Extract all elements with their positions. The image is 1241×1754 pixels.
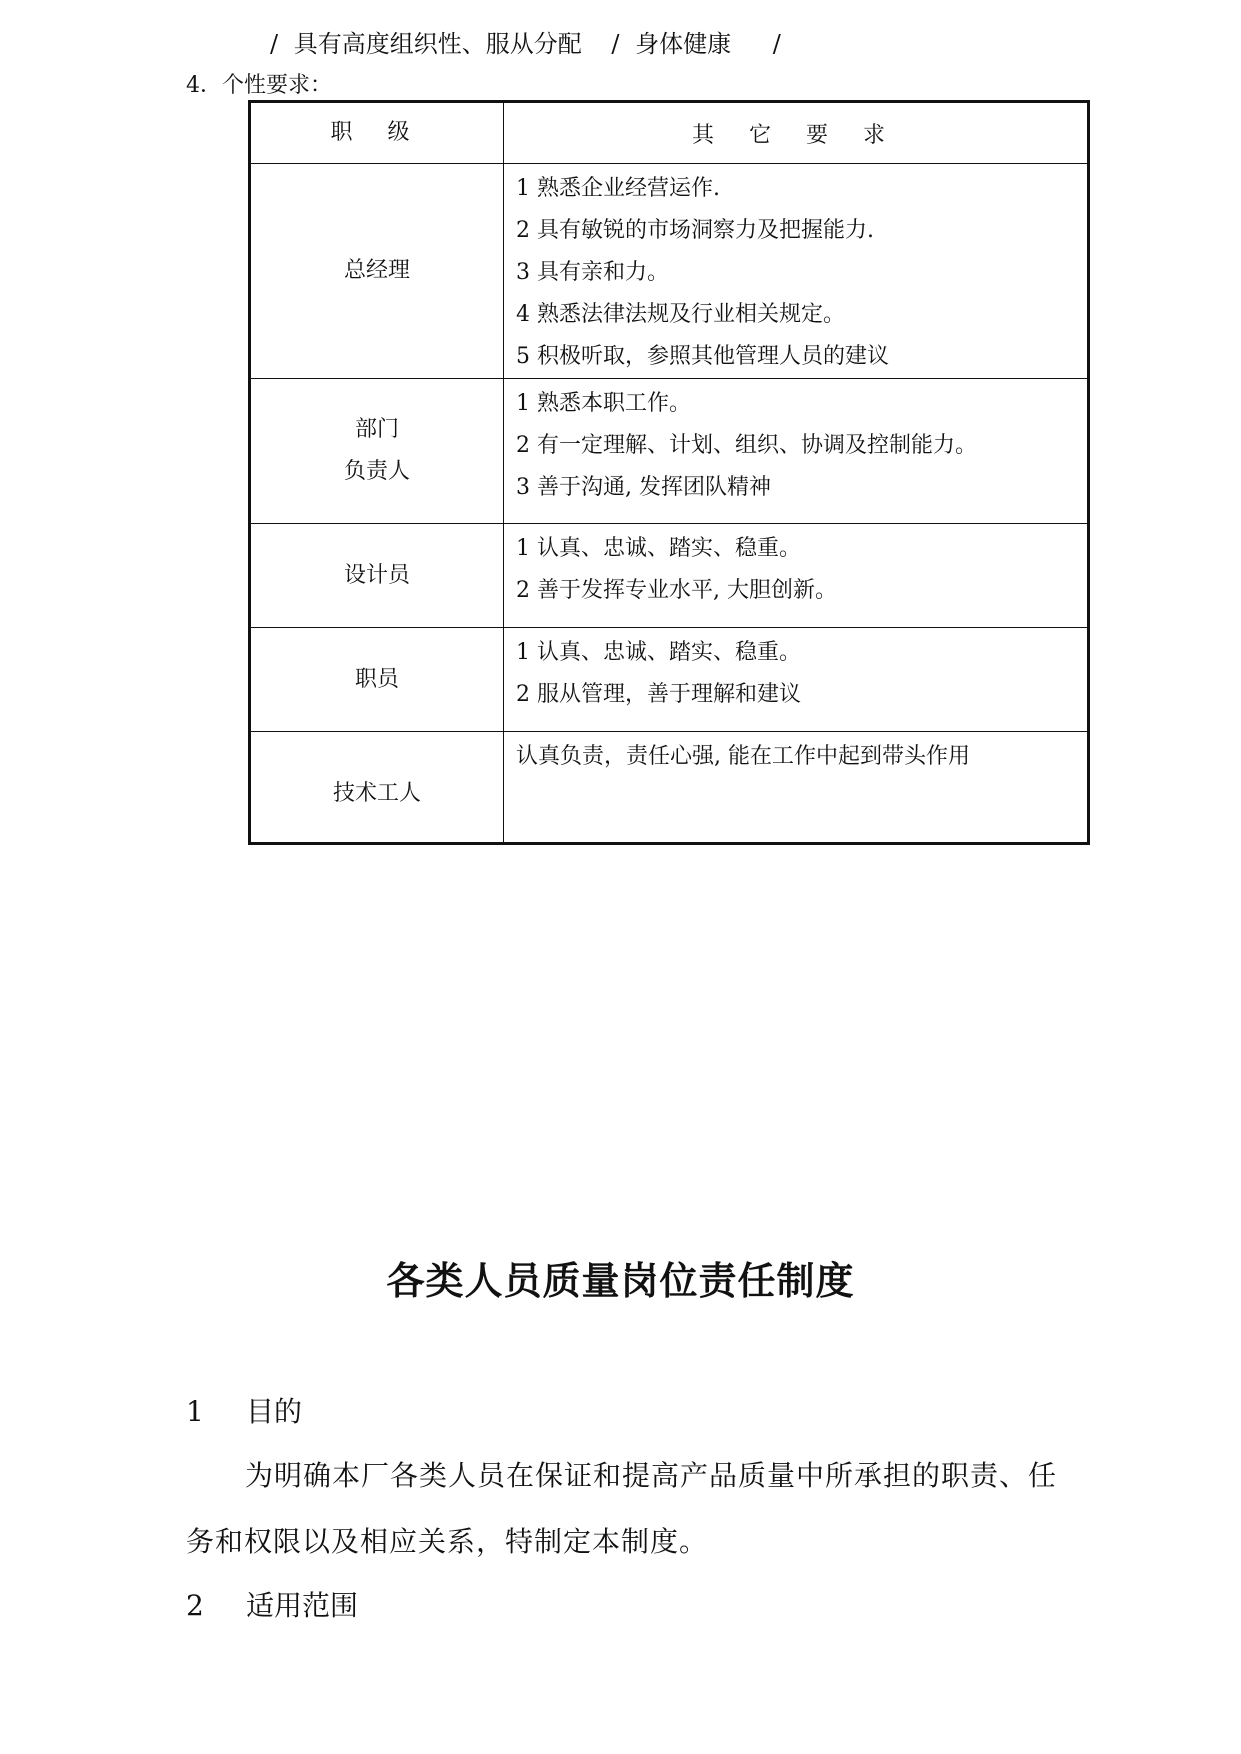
requirement-item: 2 善于发挥专业水平, 大胆创新。 [516,578,837,603]
header-requirements: 其 它 要 求 [504,102,1089,164]
table-header-row [250,102,1089,164]
table-row [250,628,1089,732]
level-cell [250,379,504,524]
requirement-item: 2 有一定理解、计划、组织、协调及控制能力。 [516,433,977,458]
section-heading [186,1390,302,1430]
requirements-cell [504,524,1089,628]
level-cell: 技术工人 [250,732,504,844]
requirement-item: 1 认真、忠诚、踏实、稳重。 [516,640,801,665]
requirement-item: 2 具有敏锐的市场洞察力及把握能力. [516,218,874,243]
requirement-organization: 具有高度组织性、服从分配 [293,30,582,58]
personality-requirements-table [248,100,1090,845]
table-row [250,732,1089,844]
header-level: 职 级 [250,102,504,164]
requirement-item: 2 服从管理，善于理解和建议 [516,682,801,707]
requirement-health: 身体健康 [635,30,732,58]
section-4-heading: 4．个性要求： [186,73,332,98]
requirements-cell [504,164,1089,379]
top-requirements-line [270,24,781,59]
slash: / [270,30,279,58]
level-cell: 总经理 [250,164,504,379]
paragraph-line: 务和权限以及相应关系，特制定本制度。 [186,1525,709,1558]
requirement-item: 4 熟悉法律法规及行业相关规定。 [516,302,845,327]
requirement-item: 1 认真、忠诚、踏实、稳重。 [516,536,801,561]
table-row [250,524,1089,628]
level-line: 负责人 [343,459,410,484]
requirement-item: 1 熟悉企业经营运作. [516,176,720,201]
slash: / [611,30,620,58]
section-number: 1 [186,1395,204,1428]
requirement-item: 1 熟悉本职工作。 [516,391,691,416]
requirement-item: 3 善于沟通, 发挥团队精神 [516,475,771,500]
section-number: 2 [186,1589,204,1622]
table-row [250,379,1089,524]
section-heading [186,1584,358,1624]
requirements-cell [504,628,1089,732]
document-title: 各类人员质量岗位责任制度 [386,1258,855,1303]
requirement-item: 3 具有亲和力。 [516,260,669,285]
section-title: 适用范围 [246,1589,359,1622]
requirement-item: 5 积极听取，参照其他管理人员的建议 [516,344,889,369]
table-row [250,164,1089,379]
requirement-item: 认真负责，责任心强, 能在工作中起到带头作用 [516,744,970,769]
paragraph-line: 为明确本厂各类人员在保证和提高产品质量中所承担的职责、任 [245,1459,1058,1492]
requirements-cell [504,732,1089,844]
slash: / [772,30,781,58]
level-cell: 设计员 [250,524,504,628]
requirements-cell [504,379,1089,524]
level-line: 部门 [354,417,399,442]
level-cell: 职员 [250,628,504,732]
section-title: 目的 [246,1395,303,1428]
